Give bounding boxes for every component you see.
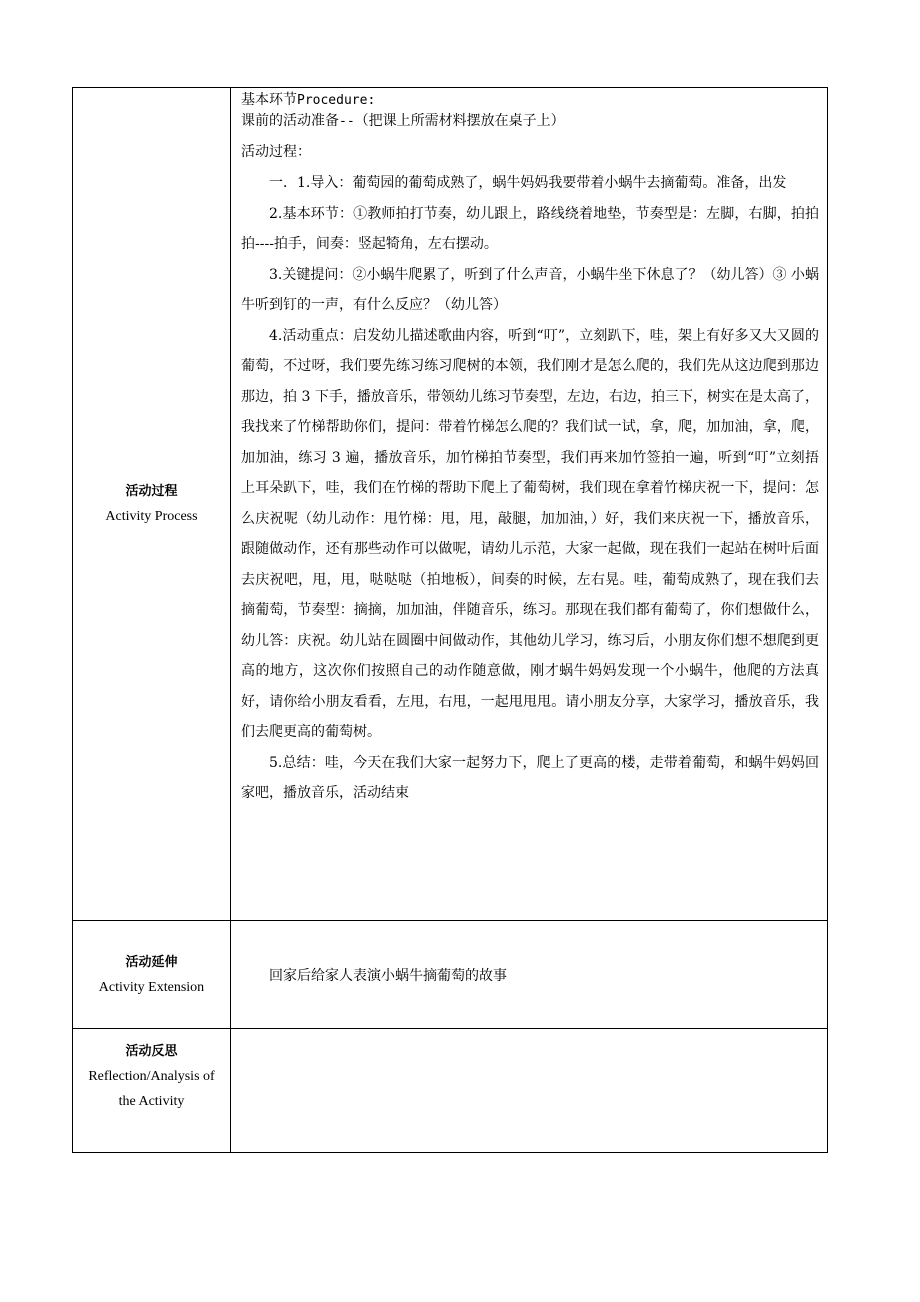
activity-extension-content: 回家后给家人表演小蜗牛摘葡萄的故事: [269, 967, 507, 984]
step-key-questions: 3.关键提问：②小蜗牛爬累了，听到了什么声音，小蜗牛坐下休息了？（幼儿答）③ 小蜗牛听到钉的一声，有什么反应？（幼儿答）: [241, 266, 819, 313]
procedure-header-en: Procedure:: [297, 93, 376, 108]
activity-process-content: [231, 88, 827, 920]
activity-process-label: [73, 88, 231, 920]
activity-extension-label: [73, 921, 231, 1028]
step-basic: 2.基本环节：①教师拍打节奏，幼儿跟上，路线绕着地垫，节奏型是：左脚，右脚，拍拍拍----拍手，间奏：竖起犄角，左右摆动。: [241, 205, 819, 252]
preparation-text: （把课上所需材料摆放在桌子上）: [354, 113, 565, 129]
activity-extension-label-cn: 活动延伸: [125, 954, 178, 970]
activity-reflection-row: [73, 1029, 827, 1152]
activity-process-row: [73, 88, 827, 921]
activity-reflection-label-cn: 活动反思: [125, 1044, 178, 1059]
activity-process-label-cn: 活动过程: [125, 484, 178, 499]
preparation-prefix: 课前的活动准备: [241, 113, 339, 129]
step-focus: 4.活动重点：启发幼儿描述歌曲内容，听到“叮”，立刻趴下，哇，架上有好多又大又圆的葡萄，不过呀，我们要先练习练习爬树的本领，我们刚才是怎么爬的，我们先从这边爬到那边那边，拍 3 下手，播放音乐，带领幼儿练习节奏型，左边，右边，拍三下，树实在是太高了，我找来了竹梯帮助你们，提问：带着竹梯怎么爬的？我们试一试，拿，爬，加加油，拿，爬，加加油，练习 3 遍，播放音乐，加竹梯拍节奏型，我们再来加竹签拍一遍，听到“叮”立刻捂上耳朵趴下，哇，我们在竹梯的帮助下爬上了葡萄树，我们现在拿着竹梯庆祝一下，提问：怎么庆祝呢（幼儿动作：甩竹梯：甩，甩，敲腿，加加油，）好，我们来庆祝一下，播放音乐，跟随做动作，还有那些动作可以做呢，请幼儿示范，大家一起做，现在我们一起站在树叶后面去庆祝吧，甩，甩，哒哒哒（拍地板），间奏的时候，左右晃。哇，葡萄成熟了，现在我们去摘葡萄，节奏型：摘摘，加加油，伴随音乐，练习。那现在我们都有葡萄了，你们想做什么，幼儿答：庆祝。幼儿站在圆圈中间做动作，其他幼儿学习，练习后，小朋友你们想不想爬到更高的地方，这次你们按照自己的动作随意做，刚才蜗牛妈妈发现一个小蜗牛，他爬的方法真好，请你给小朋友看看，左甩，右甩，一起甩甩甩。请小朋友分享，大家学习，播放音乐，我们去爬更高的葡萄树。: [241, 327, 819, 740]
procedure-header-cn: 基本环节: [241, 92, 297, 108]
step-summary: 5.总结：哇，今天在我们大家一起努力下，爬上了更高的楼，走带着葡萄，和蜗牛妈妈回家吧，播放音乐，活动结束: [241, 754, 819, 801]
activity-reflection-label: [73, 1029, 231, 1152]
activity-reflection-label-en-1: Reflection/Analysis of: [88, 1069, 215, 1084]
preparation-line: [241, 111, 819, 132]
activity-reflection-content: [231, 1029, 827, 1152]
activity-extension-row: [73, 921, 827, 1029]
activity-reflection-label-en-2: the Activity: [118, 1094, 185, 1109]
step-intro: 一．1.导入：葡萄园的葡萄成熟了，蜗牛妈妈我要带着小蜗牛去摘葡萄。准备，出发: [269, 175, 787, 191]
procedure-header: [241, 90, 819, 111]
activity-extension-label-en: Activity Extension: [98, 979, 205, 995]
lesson-plan-table: [72, 87, 828, 1153]
process-title: 活动过程：: [241, 144, 311, 160]
activity-process-label-en: Activity Process: [105, 509, 198, 524]
preparation-dash: --: [339, 114, 355, 129]
